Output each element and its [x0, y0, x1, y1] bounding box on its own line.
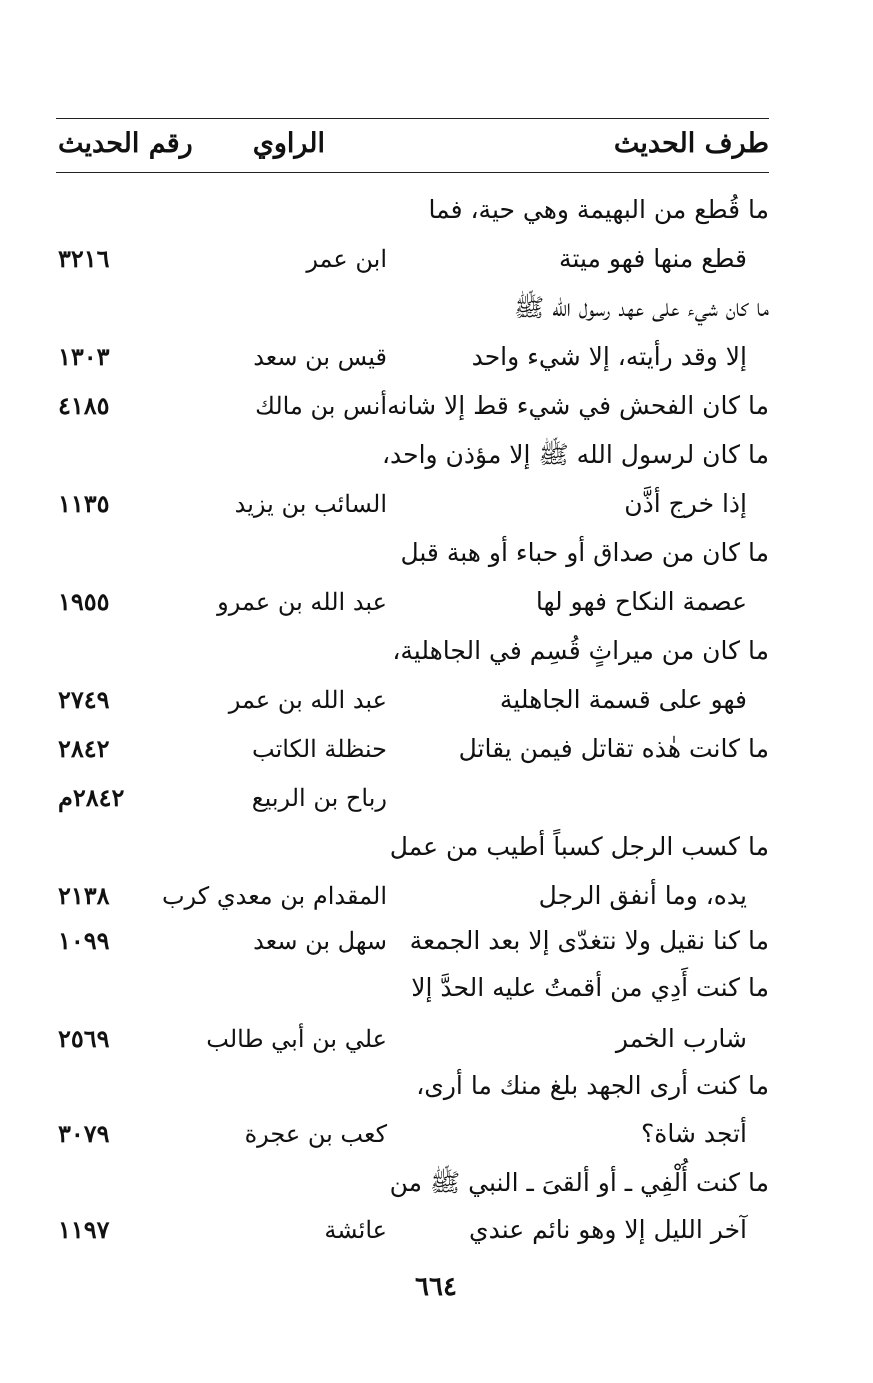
table-row [0, 1110, 873, 1158]
hadith-number: ٢٧٤٩ [58, 685, 110, 714]
table-row [0, 235, 873, 283]
narrator-name: عبد الله بن عمر [228, 686, 387, 714]
hadith-text: ما كنت أرى الجهد بلغ منك ما أرى، [416, 1071, 769, 1100]
table-row [0, 382, 873, 430]
header-top-rule [56, 118, 769, 119]
table-row [0, 627, 873, 675]
table-row [0, 431, 873, 479]
hadith-number: ١١٣٥ [58, 489, 110, 518]
table-row [0, 186, 873, 234]
table-row [0, 480, 873, 528]
table-row [0, 676, 873, 724]
hadith-number: ١٩٥٥ [58, 587, 110, 616]
hadith-text: ما كان لرسول الله ﷺ إلا مؤذن واحد، [381, 440, 769, 469]
narrator-name: ابن عمر [306, 245, 387, 273]
narrator-name: سهل بن سعد [253, 927, 387, 955]
hadith-text: أتجد شاة؟ [640, 1119, 747, 1148]
hadith-text: ما كانت هٰذه تقاتل فيمن يقاتل [458, 734, 769, 763]
hadith-number: ١٠٩٩ [58, 926, 110, 955]
hadith-text: ما كان من ميراثٍ قُسِم في الجاهلية، [392, 636, 769, 665]
column-header-hadith-text: طرف الحديث [613, 128, 769, 159]
narrator-name: أنس بن مالك [255, 392, 387, 420]
hadith-number: ٢١٣٨ [58, 881, 110, 910]
hadith-text: ما كنا نقيل ولا نتغدّى إلا بعد الجمعة [409, 926, 769, 955]
narrator-name: رباح بن الربيع [251, 784, 387, 812]
hadith-text: ما كان شيء على عهد رسول الله ﷺ [514, 293, 769, 322]
hadith-number: ١١٩٧ [58, 1215, 110, 1244]
table-row [0, 1206, 873, 1254]
table-row [0, 872, 873, 920]
narrator-name: المقدام بن معدي كرب [161, 882, 387, 910]
hadith-number: ٣٢١٦ [58, 244, 110, 273]
table-row [0, 578, 873, 626]
hadith-text: ما كنت أَدِي من أقمتُ عليه الحدَّ إلا [411, 973, 769, 1002]
hadith-number: ٣٠٧٩ [58, 1119, 110, 1148]
hadith-text: ما قُطع من البهيمة وهي حية، فما [428, 195, 769, 224]
narrator-name: حنظلة الكاتب [252, 735, 387, 763]
table-row [0, 774, 873, 822]
hadith-number: ٢٨٤٢م [58, 783, 125, 812]
hadith-number: ٢٥٦٩ [58, 1024, 110, 1053]
table-row [0, 823, 873, 871]
hadith-number: ٢٨٤٢ [58, 734, 110, 763]
hadith-text: ما كسب الرجل كسباً أطيب من عمل [389, 832, 769, 861]
table-row [0, 284, 873, 332]
hadith-text: ما كان الفحش في شيء قط إلا شانه [387, 391, 769, 420]
table-row [0, 529, 873, 577]
hadith-text: إذا خرج أذَّن [624, 489, 747, 518]
table-row [0, 1015, 873, 1063]
narrator-name: عائشة [324, 1216, 387, 1244]
column-header-narrator: الراوي [252, 128, 325, 159]
table-row [0, 1062, 873, 1110]
table-row [0, 725, 873, 773]
table-row [0, 1159, 873, 1207]
hadith-text: قطع منها فهو ميتة [559, 244, 747, 273]
hadith-number: ١٣٠٣ [58, 342, 110, 371]
page-number: ٦٦٤ [415, 1272, 457, 1302]
table-row [0, 964, 873, 1012]
narrator-name: كعب بن عجرة [244, 1120, 387, 1148]
hadith-text: إلا وقد رأيته، إلا شيء واحد [471, 342, 747, 371]
hadith-text: عصمة النكاح فهو لها [535, 587, 747, 616]
hadith-text: ما كان من صداق أو حباء أو هبة قبل [400, 538, 769, 567]
hadith-number: ٤١٨٥ [58, 391, 110, 420]
hadith-text: آخر الليل إلا وهو نائم عندي [469, 1215, 747, 1244]
hadith-text: شارب الخمر [615, 1024, 747, 1053]
narrator-name: السائب بن يزيد [234, 490, 387, 518]
table-row [0, 917, 873, 965]
header-bottom-rule [56, 172, 769, 173]
column-header-hadith-number: رقم الحديث [58, 128, 193, 159]
hadith-text: فهو على قسمة الجاهلية [499, 685, 747, 714]
narrator-name: عبد الله بن عمرو [217, 588, 387, 616]
hadith-text: ما كنت أُلْفِي ـ أو ألقىَ ـ النبي ﷺ من [389, 1168, 769, 1197]
narrator-name: علي بن أبي طالب [206, 1025, 387, 1053]
narrator-name: قيس بن سعد [253, 343, 387, 371]
table-row [0, 333, 873, 381]
hadith-text: يده، وما أنفق الرجل [538, 881, 747, 910]
